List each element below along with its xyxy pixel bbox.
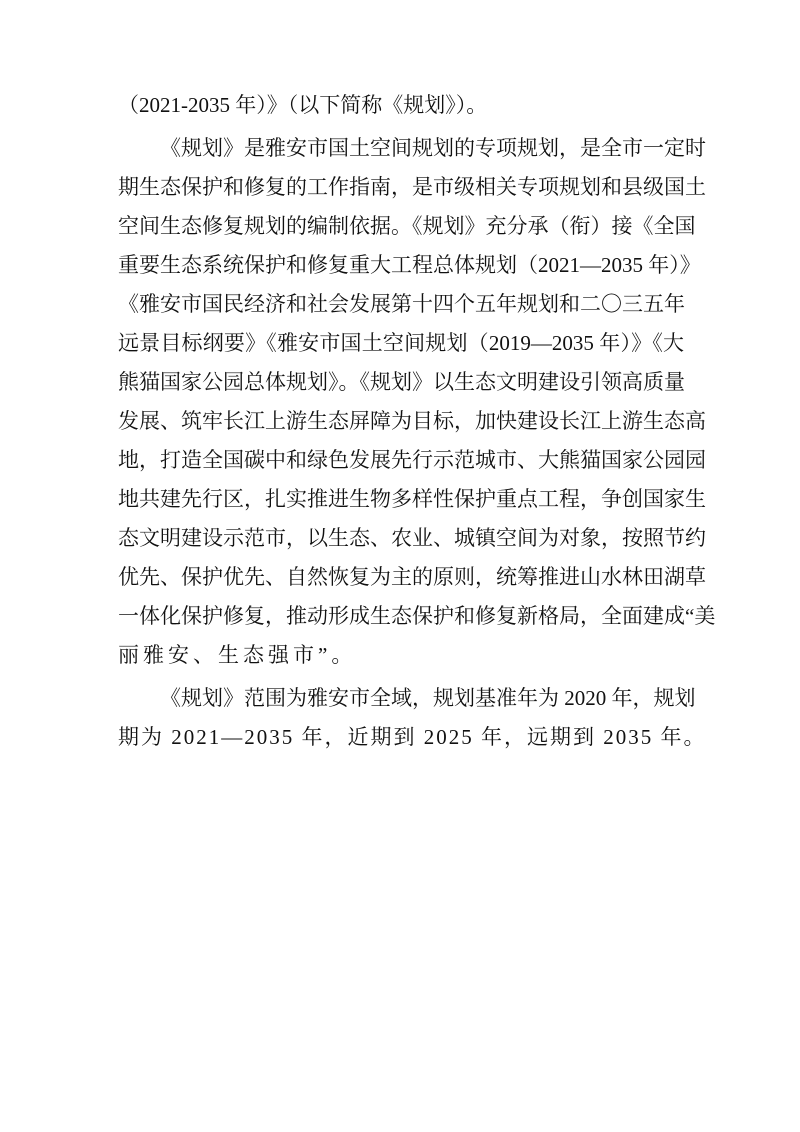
text-line: 优先、保护优先、自然恢复为主的原则，统筹推进山水林田湖草	[118, 565, 706, 589]
text-line: 发展、筑牢长江上游生态屏障为目标，加快建设长江上游生态高	[118, 409, 706, 433]
text-line: 重要生态系统保护和修复重大工程总体规划（2021—2035 年）》	[118, 253, 701, 277]
text-line: 一体化保护修复，推动形成生态保护和修复新格局，全面建成“美	[118, 604, 716, 628]
text-line: 空间生态修复规划的编制依据。《规划》充分承（衔）接《全国	[118, 214, 696, 238]
text-line: 远景目标纲要》《雅安市国土空间规划（2019—2035 年）》《大	[118, 331, 684, 355]
text-line: 《雅安市国民经济和社会发展第十四个五年规划和二〇三五年	[118, 292, 685, 316]
text-line: 地，打造全国碳中和绿色发展先行示范城市、大熊猫国家公园园	[118, 448, 706, 472]
text-line: 态文明建设示范市，以生态、农业、城镇空间为对象，按照节约	[118, 526, 706, 550]
text-line: 期为 2021—2035 年，近期到 2025 年，远期到 2035 年。	[118, 725, 707, 749]
text-line: 地共建先行区，扎实推进生物多样性保护重点工程，争创国家生	[118, 487, 706, 511]
text-line-continuation: （2021-2035 年）》（以下简称《规划》）。	[118, 93, 488, 117]
text-line: 丽雅安、生态强市”。	[118, 643, 357, 667]
text-line: 期生态保护和修复的工作指南，是市级相关专项规划和县级国土	[118, 175, 706, 199]
text-line: 《规划》范围为雅安市全域，规划基准年为 2020 年，规划	[160, 686, 696, 710]
text-line: 熊猫国家公园总体规划》。《规划》以生态文明建设引领高质量	[118, 370, 685, 394]
text-line: 《规划》是雅安市国土空间规划的专项规划，是全市一定时	[160, 136, 706, 160]
